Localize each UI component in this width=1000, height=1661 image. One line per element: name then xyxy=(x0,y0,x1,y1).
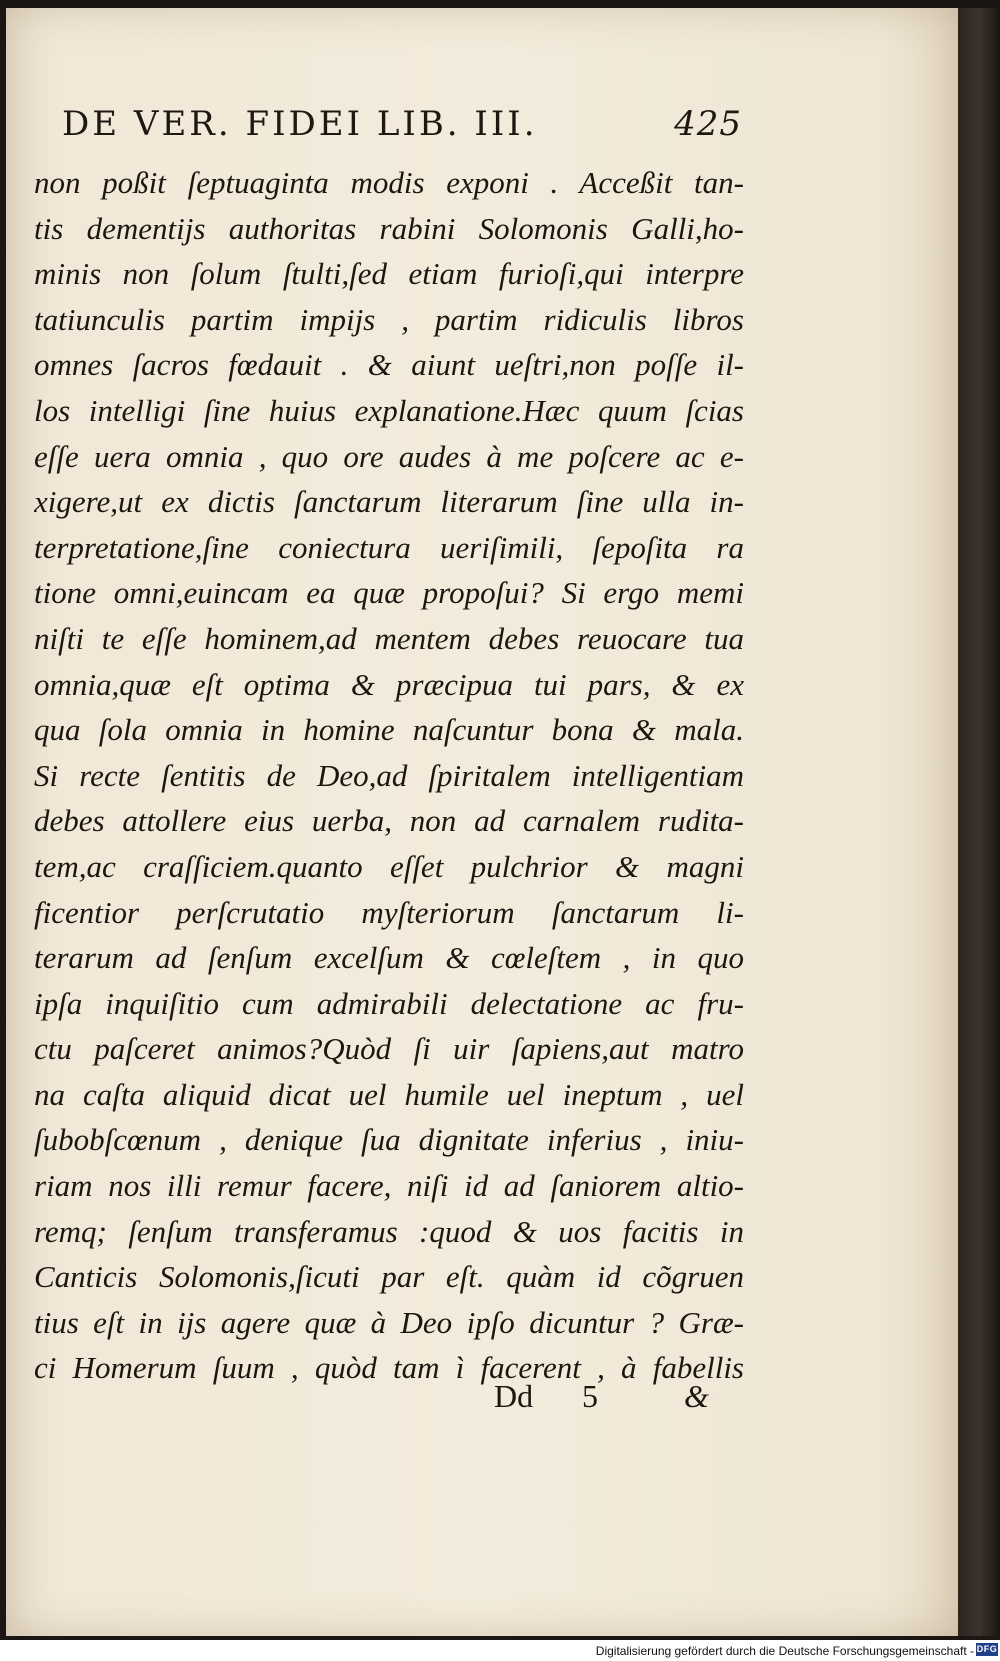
text-line: terpretatione,ſine coniectura ueriſimili, ſepoſita ra xyxy=(34,529,744,565)
text-line: non poßit ſeptuaginta modis exponi . Acceßit tan- xyxy=(34,165,744,200)
text-line: niſti te eſſe hominem,ad mentem debes reuocare tua xyxy=(34,620,744,656)
text-line: ci Homerum ſuum , quòd tam ì facerent , à fabellis xyxy=(34,1350,744,1386)
text-line: Si recte ſentitis de Deo,ad ſpiritalem intelligentiam xyxy=(34,757,744,793)
text-line: omnes ſacros fœdauit . & aiunt ueſtri,non poſſe il- xyxy=(34,347,744,383)
text-line: terarum ad ſenſum excelſum & cœleſtem , in quo xyxy=(34,940,744,976)
text-line: omnia,quæ eſt optima & præcipua tui pars, & ex xyxy=(34,666,744,702)
running-header xyxy=(62,104,742,148)
text-line: ſubobſcœnum , denique ſua dignitate inferius , iniu- xyxy=(34,1122,744,1158)
footer-credit: Digitalisierung gefördert durch die Deutsche Forschungsgemeinschaft - xyxy=(595,1644,974,1658)
text-line: eſſe uera omnia , quo ore audes à me poſcere ac e- xyxy=(34,438,744,474)
text-line: tione omni,euincam ea quæ propoſui? Si ergo memi xyxy=(34,575,744,611)
text-line: Canticis Solomonis,ſicuti par eſt. quàm id cõgruen xyxy=(34,1259,744,1295)
text-line: los intelligi ſine huius explanatione.Hæc quum ſcias xyxy=(34,392,744,428)
text-line: na caſta aliquid dicat uel humile uel ineptum , uel xyxy=(34,1076,744,1112)
text-line: remq; ſenſum transferamus :quod & uos facitis in xyxy=(34,1213,744,1249)
text-line: xigere,ut ex dictis ſanctarum literarum ſine ulla in- xyxy=(34,484,744,520)
page-number: 425 xyxy=(674,104,742,144)
book-edge xyxy=(958,8,1000,1636)
text-line: ctu paſceret animos?Quòd ſi uir ſapiens,aut matro xyxy=(34,1031,744,1067)
text-line: ficentior perſcrutatio myſteriorum ſanctarum li- xyxy=(34,894,744,930)
text-line: debes attollere eius uerba, non ad carnalem rudita- xyxy=(34,803,744,839)
body-text xyxy=(34,160,744,1391)
text-line: tatiunculis partim impijs , partim ridiculis libros xyxy=(34,301,744,337)
catchword: & xyxy=(684,1378,709,1414)
footer-bar xyxy=(0,1640,1000,1661)
signature-line xyxy=(34,1378,744,1422)
text-line: qua ſola omnia in homine naſcuntur bona & mala. xyxy=(34,712,744,748)
text-line: minis non ſolum ſtulti,ſed etiam furioſi,qui interpre xyxy=(34,256,744,292)
dfg-logo: DFG xyxy=(976,1644,998,1654)
text-line: tis dementijs authoritas rabini Solomonis Galli,ho- xyxy=(34,210,744,246)
text-line: tius eſt in ijs agere quæ à Deo ipſo dicuntur ? Græ- xyxy=(34,1304,744,1340)
text-line: riam nos illi remur facere, niſi id ad ſaniorem altio- xyxy=(34,1168,744,1204)
running-title: DE VER. FIDEI LIB. III. xyxy=(62,104,538,144)
signature-mark: Dd xyxy=(494,1378,534,1414)
signature-number: 5 xyxy=(582,1378,598,1414)
text-line: ipſa inquiſitio cum admirabili delectatione ac fru- xyxy=(34,985,744,1021)
text-line: tem,ac craſſiciem.quanto eſſet pulchrior & magni xyxy=(34,848,744,884)
